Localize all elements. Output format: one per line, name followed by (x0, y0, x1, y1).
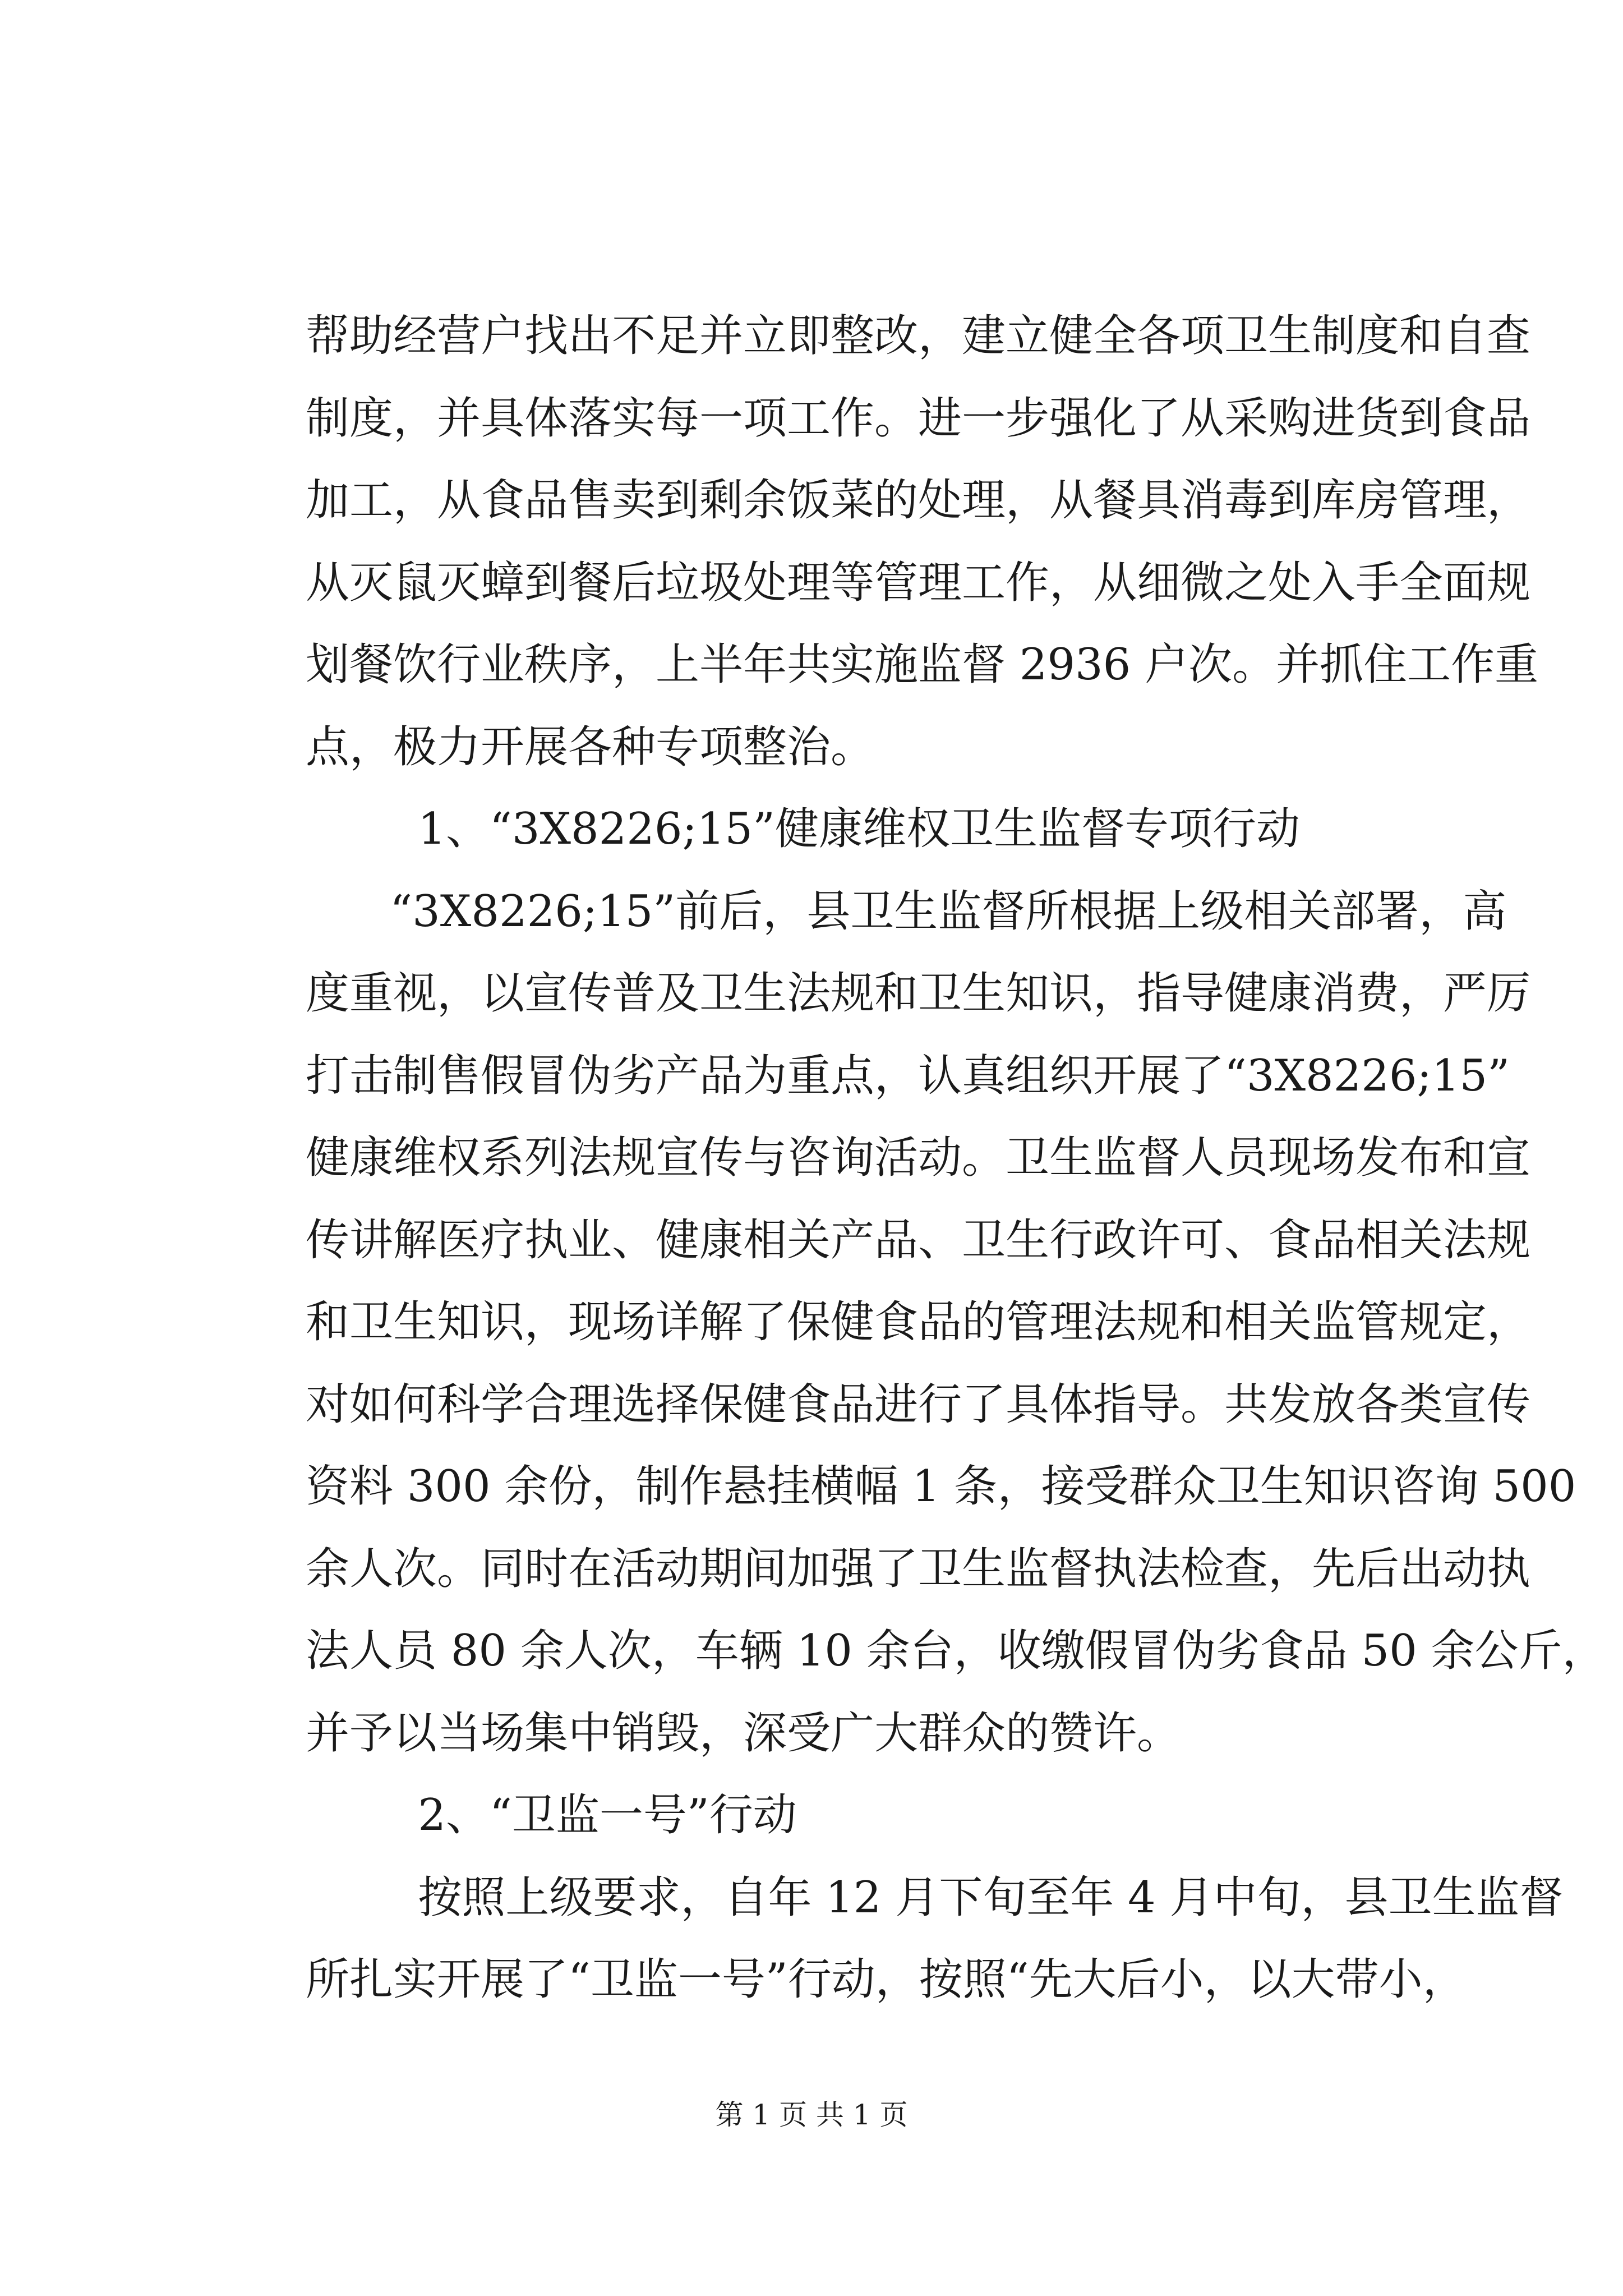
text-line: 点，极力开展各种专项整治。 (306, 721, 875, 772)
text-line: 2、“卫监一号”行动 (418, 1790, 797, 1841)
text-line: 加工，从食品售卖到剩余饭菜的处理，从餐具消毒到库房管理， (306, 475, 1531, 526)
text-line: 资料 300 余份，制作悬挂横幅 1 条，接受群众卫生知识咨询 500 (306, 1461, 1576, 1512)
text-line: 余人次。同时在活动期间加强了卫生监督执法检查，先后出动执 (306, 1543, 1531, 1594)
text-line: 划餐饮行业秩序，上半年共实施监督 2936 户次。并抓住工作重 (306, 639, 1539, 690)
text-line: 和卫生知识，现场详解了保健食品的管理法规和相关监管规定， (306, 1297, 1531, 1347)
text-line: 制度，并具体落实每一项工作。进一步强化了从采购进货到食品 (306, 393, 1531, 444)
text-line: 并予以当场集中销毁，深受广大群众的赞许。 (306, 1708, 1181, 1759)
text-line: “3X8226;15”前后，县卫生监督所根据上级相关部署，高 (390, 886, 1507, 937)
text-line: 帮助经营户找出不足并立即整改，建立健全各项卫生制度和自查 (306, 311, 1531, 361)
text-line: 1、“3X8226;15”健康维权卫生监督专项行动 (418, 804, 1300, 854)
text-line: 按照上级要求，自年 12 月下旬至年 4 月中旬，县卫生监督 (418, 1872, 1564, 1923)
document-body (306, 295, 1606, 2021)
text-line: 对如何科学合理选择保健食品进行了具体指导。共发放各类宣传 (306, 1379, 1531, 1430)
text-line: 健康维权系列法规宣传与咨询活动。卫生监督人员现场发布和宣 (306, 1133, 1531, 1183)
page-footer: 第 1 页 共 1 页 (715, 2099, 908, 2131)
text-line: 从灭鼠灭蟑到餐后垃圾处理等管理工作，从细微之处入手全面规 (306, 557, 1531, 608)
text-line: 所扎实开展了“卫监一号”行动，按照“先大后小，以大带小， (306, 1954, 1467, 2005)
text-line: 打击制售假冒伪劣产品为重点，认真组织开展了“3X8226;15” (306, 1050, 1510, 1101)
text-line: 法人员 80 余人次，车辆 10 余台，收缴假冒伪劣食品 50 余公斤， (306, 1626, 1606, 1676)
text-line: 度重视，以宣传普及卫生法规和卫生知识，指导健康消费，严厉 (306, 968, 1531, 1019)
text-line: 传讲解医疗执业、健康相关产品、卫生行政许可、食品相关法规 (306, 1214, 1531, 1266)
